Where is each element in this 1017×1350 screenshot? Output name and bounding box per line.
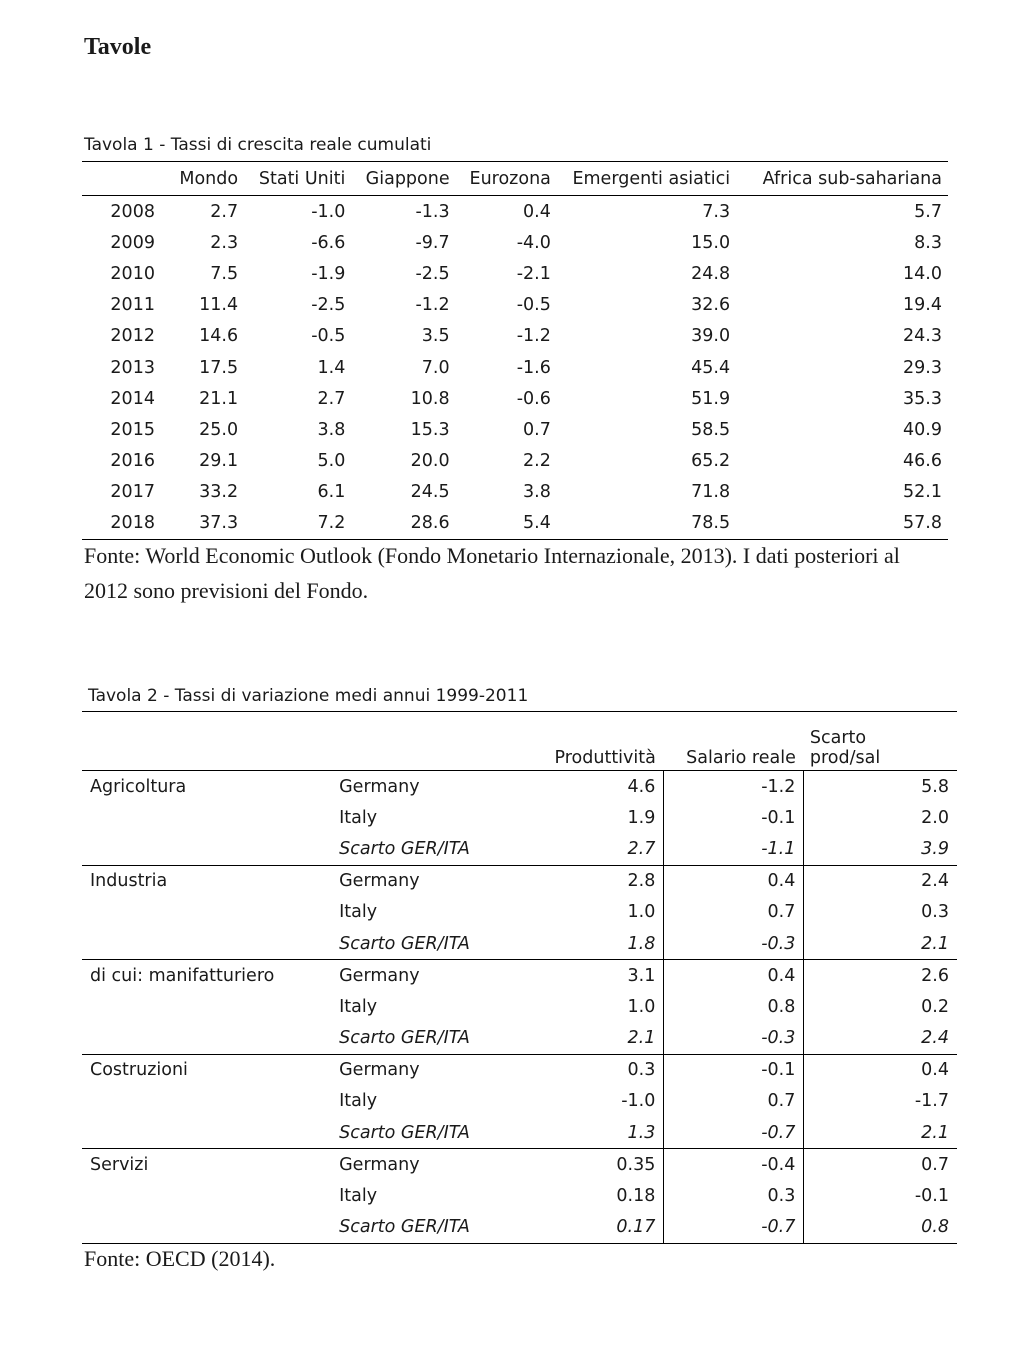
table2-cell-scarto: 2.1 bbox=[804, 1117, 957, 1149]
table2-cell-country: Scarto GER/ITA bbox=[339, 1023, 507, 1055]
table2-row bbox=[82, 865, 957, 897]
table1-cell-africa: 8.3 bbox=[914, 232, 942, 253]
table2-cell-prod: 2.1 bbox=[507, 1023, 663, 1055]
table1-cell-emergenti: 51.9 bbox=[691, 388, 731, 409]
table2-cell-country: Italy bbox=[339, 1091, 378, 1112]
table1-cell-stati-uniti: 7.2 bbox=[238, 508, 345, 540]
table2-row bbox=[82, 960, 957, 992]
table1-row bbox=[82, 508, 948, 540]
page-heading: Tavole bbox=[84, 34, 152, 60]
table2-cell-sal: -1.1 bbox=[664, 833, 804, 865]
table2-cell-prod: 1.0 bbox=[627, 996, 656, 1017]
table1-cell-mondo: 7.5 bbox=[210, 263, 239, 284]
table1-cell-africa: 57.8 bbox=[730, 508, 948, 540]
table1-row bbox=[82, 196, 948, 228]
table2-cell-scarto: 0.4 bbox=[804, 1054, 957, 1086]
table1-cell-africa: 52.1 bbox=[903, 482, 942, 503]
table1-cell-stati-uniti: -0.5 bbox=[311, 326, 346, 347]
table1-cell-mondo: 2.3 bbox=[210, 232, 239, 253]
table1-cell-emergenti: 78.5 bbox=[551, 508, 730, 540]
table1-header-giappone: Giappone bbox=[345, 162, 449, 196]
table1-cell-giappone: -2.5 bbox=[415, 263, 450, 284]
table2-cell-scarto: -1.7 bbox=[804, 1086, 957, 1117]
table1-cell-mondo: 11.4 bbox=[199, 295, 239, 316]
table2-cell-country: Italy bbox=[339, 807, 378, 828]
table2-row bbox=[82, 1117, 957, 1149]
table2-cell-sector bbox=[82, 1117, 339, 1149]
table2-cell-scarto: 2.0 bbox=[804, 802, 957, 833]
table1-cell-year: 2014 bbox=[110, 388, 155, 409]
table2-row bbox=[82, 991, 957, 1022]
table1-cell-stati-uniti: 6.1 bbox=[317, 482, 346, 503]
table2-cell-sal: -0.7 bbox=[664, 1117, 804, 1149]
table2-cell-prod: 0.3 bbox=[627, 1060, 656, 1081]
table1-cell-emergenti: 65.2 bbox=[691, 451, 731, 472]
table1-cell-stati-uniti: 3.8 bbox=[317, 419, 346, 440]
table2-cell-country: Italy bbox=[339, 1186, 378, 1207]
table1-cell-giappone: 15.3 bbox=[410, 419, 450, 440]
table2-cell-sal: 0.8 bbox=[664, 991, 804, 1022]
table2-header-row bbox=[82, 712, 957, 771]
table2-cell-prod: 3.1 bbox=[627, 965, 656, 986]
table1-cell-eurozona: 3.8 bbox=[523, 482, 551, 503]
table1-cell-giappone: 3.5 bbox=[421, 326, 450, 347]
table2-cell-prod: -1.0 bbox=[621, 1091, 656, 1112]
table2-cell-scarto: 3.9 bbox=[804, 833, 957, 865]
table1-cell-mondo: 21.1 bbox=[199, 388, 239, 409]
table2-caption: Tavola 2 - Tassi di variazione medi annui 1999-2011 bbox=[88, 686, 529, 706]
table1-header-stati-uniti: Stati Uniti bbox=[238, 162, 345, 196]
table2-cell-prod: 2.8 bbox=[627, 871, 656, 892]
table1-cell-eurozona: -0.5 bbox=[516, 295, 551, 316]
table2-row bbox=[82, 897, 957, 928]
table1-header-eurozona: Eurozona bbox=[450, 162, 551, 196]
table2-cell-sector bbox=[82, 1212, 339, 1244]
table1-cell-mondo: 14.6 bbox=[199, 326, 239, 347]
table1-header-row bbox=[82, 162, 948, 196]
table1-cell-giappone: -1.2 bbox=[415, 295, 450, 316]
table1-cell-africa: 19.4 bbox=[903, 295, 942, 316]
table2-row bbox=[82, 833, 957, 865]
table2-cell-scarto: 0.8 bbox=[804, 1212, 957, 1244]
table1-cell-stati-uniti: -6.6 bbox=[311, 232, 346, 253]
table1-row bbox=[82, 227, 948, 258]
table2-row bbox=[82, 1054, 957, 1086]
table2-cell-prod: 1.8 bbox=[507, 928, 663, 960]
table1-cell-year: 2017 bbox=[110, 482, 155, 503]
table2-cell-scarto: -0.1 bbox=[804, 1180, 957, 1211]
table2-cell-sal: -0.1 bbox=[664, 802, 804, 833]
table2-cell-prod: 0.35 bbox=[616, 1154, 656, 1175]
table1-cell-stati-uniti: -2.5 bbox=[311, 295, 346, 316]
table2-row bbox=[82, 1180, 957, 1211]
table2 bbox=[82, 711, 957, 1244]
table2-header-scarto-line2: prod/sal bbox=[809, 748, 881, 768]
table2-cell-country: Italy bbox=[339, 996, 378, 1017]
table2-cell-country: Germany bbox=[339, 1154, 420, 1175]
table1-cell-mondo: 37.3 bbox=[155, 508, 238, 540]
table2-header-salario: Salario reale bbox=[664, 712, 804, 771]
table2-cell-sal: 0.3 bbox=[664, 1180, 804, 1211]
table1-cell-giappone: 28.6 bbox=[345, 508, 449, 540]
table2-cell-country: Scarto GER/ITA bbox=[339, 928, 507, 960]
table1-cell-year: 2013 bbox=[110, 357, 155, 378]
table2-cell-sector: di cui: manifatturiero bbox=[90, 965, 275, 986]
table1-row bbox=[82, 352, 948, 383]
table1-cell-emergenti: 32.6 bbox=[691, 295, 731, 316]
table2-row bbox=[82, 771, 957, 803]
table1-cell-giappone: 7.0 bbox=[421, 357, 450, 378]
table1-cell-eurozona: -0.6 bbox=[516, 388, 551, 409]
table1-cell-mondo: 29.1 bbox=[199, 451, 239, 472]
table1-cell-emergenti: 24.8 bbox=[691, 263, 731, 284]
table1-cell-giappone: 20.0 bbox=[410, 451, 450, 472]
table2-cell-scarto: 5.8 bbox=[804, 771, 957, 803]
table1-cell-africa: 46.6 bbox=[903, 451, 942, 472]
table1-cell-giappone: 10.8 bbox=[410, 388, 450, 409]
table2-row bbox=[82, 802, 957, 833]
table1-cell-year: 2018 bbox=[82, 508, 155, 540]
table2-cell-sal: -0.3 bbox=[664, 928, 804, 960]
table2-header-country bbox=[339, 712, 507, 771]
table2-cell-sal: 0.7 bbox=[664, 1086, 804, 1117]
table1-cell-africa: 24.3 bbox=[903, 326, 942, 347]
table1-cell-mondo: 2.7 bbox=[210, 201, 239, 222]
table2-cell-sal: -0.3 bbox=[664, 1023, 804, 1055]
table1-cell-year: 2016 bbox=[110, 451, 155, 472]
table2-cell-prod: 1.0 bbox=[627, 902, 656, 923]
table2-cell-sector bbox=[82, 833, 339, 865]
table2-cell-prod: 1.3 bbox=[507, 1117, 663, 1149]
table1-cell-stati-uniti: 5.0 bbox=[317, 451, 346, 472]
table1-row bbox=[82, 383, 948, 414]
table1-cell-emergenti: 58.5 bbox=[691, 419, 731, 440]
table1-header-africa: Africa sub-sahariana bbox=[730, 162, 948, 196]
table2-row bbox=[82, 928, 957, 960]
table2-cell-scarto: 0.7 bbox=[804, 1149, 957, 1181]
table1-cell-stati-uniti: -1.0 bbox=[311, 201, 346, 222]
table2-row bbox=[82, 1023, 957, 1055]
table1-header-emergenti: Emergenti asiatici bbox=[551, 162, 730, 196]
table1-cell-africa: 5.7 bbox=[914, 201, 942, 222]
table1-cell-mondo: 17.5 bbox=[199, 357, 239, 378]
table1-header-mondo: Mondo bbox=[155, 162, 238, 196]
table1-source-note: Fonte: World Economic Outlook (Fondo Monetario Internazionale, 2013). I dati posteriori al 2012 sono previsioni del Fondo. bbox=[84, 543, 900, 603]
table1-cell-eurozona: -1.6 bbox=[516, 357, 551, 378]
table2-cell-scarto: 0.2 bbox=[804, 991, 957, 1022]
table1-cell-emergenti: 15.0 bbox=[691, 232, 731, 253]
table1-cell-giappone: -1.3 bbox=[415, 201, 450, 222]
table2-cell-prod: 0.18 bbox=[616, 1186, 656, 1207]
table2-cell-sector: Servizi bbox=[90, 1154, 149, 1175]
table2-cell-sector bbox=[82, 991, 339, 1022]
table2-cell-country: Scarto GER/ITA bbox=[339, 833, 507, 865]
table2-cell-scarto: 2.4 bbox=[804, 1023, 957, 1055]
table1-cell-emergenti: 71.8 bbox=[691, 482, 731, 503]
table1-cell-africa: 40.9 bbox=[903, 419, 942, 440]
table1-cell-mondo: 33.2 bbox=[199, 482, 239, 503]
table2-cell-scarto: 0.3 bbox=[804, 897, 957, 928]
table1-cell-stati-uniti: 2.7 bbox=[317, 388, 346, 409]
table2-cell-sal: 0.7 bbox=[664, 897, 804, 928]
table2-cell-sal: -0.7 bbox=[664, 1212, 804, 1244]
table1-cell-giappone: 24.5 bbox=[410, 482, 450, 503]
table2-cell-country: Scarto GER/ITA bbox=[339, 1117, 507, 1149]
table1-cell-eurozona: -2.1 bbox=[516, 263, 551, 284]
table1-cell-eurozona: -1.2 bbox=[516, 326, 551, 347]
table2-cell-sector bbox=[82, 802, 339, 833]
table1-cell-year: 2011 bbox=[110, 295, 155, 316]
table1-cell-emergenti: 45.4 bbox=[691, 357, 731, 378]
table1-cell-giappone: -9.7 bbox=[415, 232, 450, 253]
table2-cell-sal: 0.4 bbox=[664, 960, 804, 992]
table1-row bbox=[82, 446, 948, 477]
table1-cell-eurozona: -4.0 bbox=[516, 232, 551, 253]
table1-cell-eurozona: 5.4 bbox=[450, 508, 551, 540]
table1-cell-mondo: 25.0 bbox=[199, 419, 239, 440]
table2-cell-prod: 4.6 bbox=[627, 776, 656, 797]
table2-cell-scarto: 2.1 bbox=[804, 928, 957, 960]
table2-cell-scarto: 2.6 bbox=[804, 960, 957, 992]
table2-cell-country: Germany bbox=[339, 1060, 420, 1081]
table2-cell-sal: -0.1 bbox=[664, 1054, 804, 1086]
table1-cell-year: 2015 bbox=[110, 419, 155, 440]
table2-cell-scarto: 2.4 bbox=[804, 865, 957, 897]
table2-header-scarto-line1: Scarto bbox=[809, 728, 867, 748]
table1-cell-stati-uniti: 1.4 bbox=[317, 357, 346, 378]
table2-row bbox=[82, 1149, 957, 1181]
table2-cell-country: Scarto GER/ITA bbox=[339, 1212, 507, 1244]
table2-cell-country: Germany bbox=[339, 871, 420, 892]
table2-cell-prod: 2.7 bbox=[507, 833, 663, 865]
table2-cell-sal: 0.4 bbox=[664, 865, 804, 897]
table1-cell-year: 2012 bbox=[110, 326, 155, 347]
table2-header-produttivita: Produttività bbox=[507, 712, 663, 771]
table2-cell-country: Germany bbox=[339, 776, 420, 797]
table2-cell-sal: -1.2 bbox=[664, 771, 804, 803]
table2-cell-sector bbox=[82, 928, 339, 960]
table1-row bbox=[82, 290, 948, 321]
table1-cell-year: 2009 bbox=[110, 232, 155, 253]
table2-row bbox=[82, 1212, 957, 1244]
table1-cell-eurozona: 2.2 bbox=[523, 451, 551, 472]
table2-source-note: Fonte: OECD (2014). bbox=[84, 1246, 276, 1271]
table2-header-sector bbox=[82, 712, 339, 771]
table1-cell-eurozona: 0.4 bbox=[523, 201, 551, 222]
table1-row bbox=[82, 321, 948, 352]
table1-cell-africa: 35.3 bbox=[903, 388, 942, 409]
table2-cell-sal: -0.4 bbox=[664, 1149, 804, 1181]
table1-caption: Tavola 1 - Tassi di crescita reale cumulati bbox=[84, 135, 432, 155]
table1-header-year bbox=[82, 162, 155, 196]
table2-header-scarto bbox=[804, 712, 957, 771]
table2-row bbox=[82, 1086, 957, 1117]
table1-cell-year: 2010 bbox=[110, 263, 155, 284]
table1-cell-emergenti: 39.0 bbox=[691, 326, 731, 347]
table1-cell-eurozona: 0.7 bbox=[523, 419, 551, 440]
table2-cell-sector bbox=[82, 1023, 339, 1055]
table1-cell-africa: 29.3 bbox=[903, 357, 942, 378]
table1-row bbox=[82, 477, 948, 508]
table2-cell-prod: 1.9 bbox=[627, 807, 656, 828]
table2-cell-sector: Agricoltura bbox=[90, 776, 187, 797]
table2-cell-country: Italy bbox=[339, 902, 378, 923]
table2-cell-prod: 0.17 bbox=[507, 1212, 663, 1244]
table1-cell-emergenti: 7.3 bbox=[702, 201, 731, 222]
table2-cell-sector bbox=[82, 1180, 339, 1211]
table1-cell-year: 2008 bbox=[110, 201, 155, 222]
table2-cell-sector bbox=[82, 1086, 339, 1117]
table1-row bbox=[82, 258, 948, 289]
table1-cell-stati-uniti: -1.9 bbox=[311, 263, 346, 284]
table2-cell-sector bbox=[82, 897, 339, 928]
table1 bbox=[82, 161, 948, 540]
table2-cell-country: Germany bbox=[339, 965, 420, 986]
table1-cell-africa: 14.0 bbox=[903, 263, 942, 284]
table2-cell-sector: Costruzioni bbox=[90, 1060, 188, 1081]
table2-cell-sector: Industria bbox=[90, 871, 168, 892]
table1-row bbox=[82, 414, 948, 445]
